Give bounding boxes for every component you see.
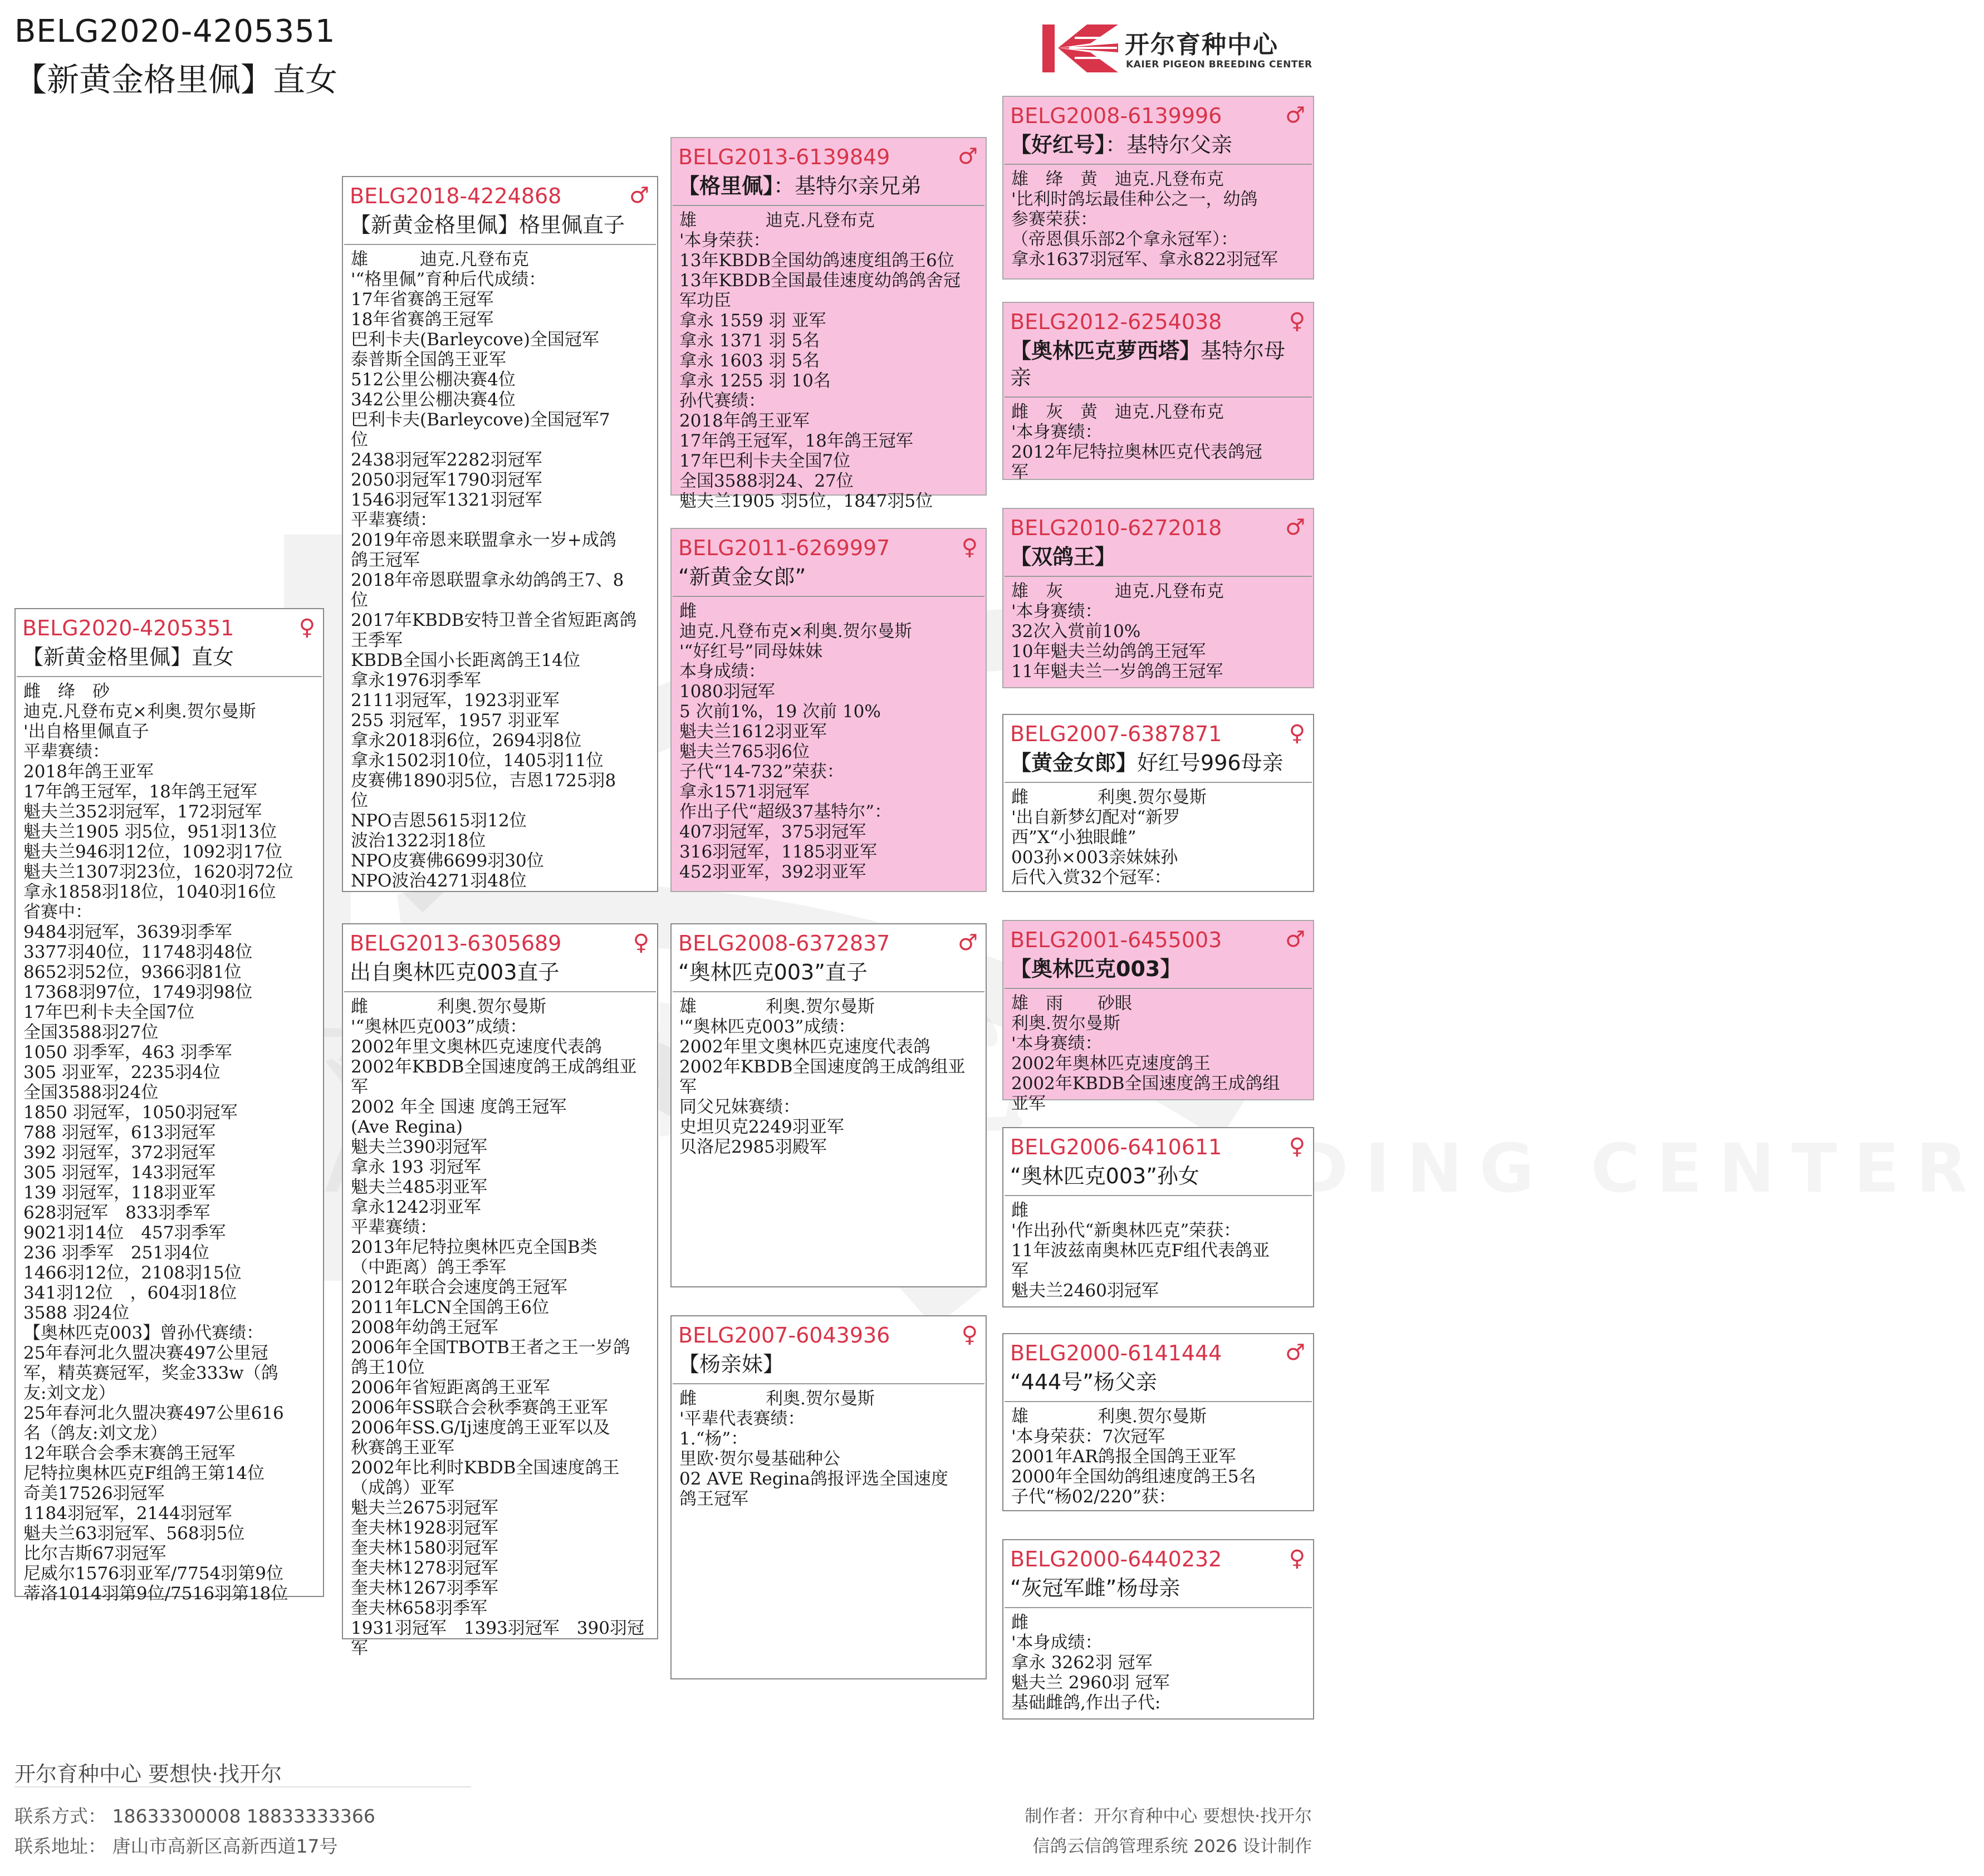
card-divider (673, 1383, 984, 1384)
card-title-highlight: 【黄金女郎】 (1010, 751, 1138, 775)
card-body: 雌 利奥.贺尔曼斯 '“奥林匹克003”成绩： 2002年里文奥林匹克速度代表鸽 2002年KBDB全国速度鸽王成鸽组亚 军 2002 年全 国速 度鸽王冠军 (Ave Regina) 魁夫兰390羽冠军 拿永 193 羽冠军 魁夫兰485羽亚军 拿永1242羽亚军 平辈赛绩： 2013年尼特拉奥林匹克全国B类 （中距离）鸽王季军 2012年联合会速度鸽王冠军 2011年LCN全国鸽王6位 2008年幼鸽王冠军 2006年全国TBOTB王者之王一岁鸽 鸽王10位 2006年省短距离鸽王亚军 2006年SS联合会秋季赛鸽王亚军 2006年SS.G/Ij速度鸽王亚军以及 秋赛鸽王亚军 2002年比利时KBDB全国速度鸽王 （成鸽）亚军 魁夫兰2675羽冠军 奎夫林1928羽冠军 奎夫林1580羽冠军 奎夫林1278羽冠军 奎夫林1267羽季军 奎夫林658羽季军 1931羽冠军 1393羽冠军 390羽冠 军 (351, 997, 644, 1658)
card-title: “新黄金女郎” (678, 565, 806, 589)
card-title: “444号”杨父亲 (1010, 1370, 1157, 1394)
pedigree-card-dss[interactable] (1002, 920, 1314, 1114)
female-symbol-icon: ♀ (633, 930, 649, 956)
card-title: “奥林匹克003”直子 (678, 960, 868, 984)
card-title-rest: ：基特尔亲兄弟 (773, 174, 922, 198)
card-divider (1005, 782, 1312, 783)
card-body: 雌 迪克.凡登布克×利奥.贺尔曼斯 '“好红号”同母妹妹 本身成绩： 1080羽冠军 5 次前1%，19 次前 10% 魁夫兰1612羽亚军 魁夫兰765羽6位 子代“14-732”荣获： 拿永1571羽冠军 作出子代“超级37基特尔”： 407羽冠军，375羽冠军 316羽冠军，1185羽亚军 452羽亚军，392羽亚军 (679, 601, 912, 882)
logo-text-cn: 开尔育种中心 (1125, 31, 1278, 59)
subject-name: 【新黄金格里佩】直女 (14, 61, 338, 99)
card-divider (344, 991, 656, 992)
footer-maker: 制作者：开尔育种中心 要想快·找开尔 (1025, 1806, 1312, 1826)
card-divider (673, 596, 984, 597)
card-body: 雌 '本身成绩： 拿永 3262羽 冠军 魁夫兰 2960羽 冠军 基础雌鸽,作出子代: (1011, 1613, 1170, 1713)
footer-system: 信鸽云信鸽管理系统 2026 设计制作 (1032, 1836, 1312, 1857)
male-symbol-icon: ♂ (1285, 102, 1305, 128)
card-title (1010, 750, 1306, 776)
male-symbol-icon: ♂ (1285, 515, 1305, 540)
pedigree-card-sire-sire[interactable] (670, 137, 987, 511)
pedigree-card-dds[interactable] (1002, 1333, 1314, 1511)
card-divider (1005, 1607, 1312, 1608)
card-title: 【新黄金格里佩】直女 (22, 645, 234, 669)
brand-logo (1041, 21, 1312, 77)
card-title (678, 173, 979, 199)
pedigree-card-sire[interactable] (342, 176, 658, 892)
card-body: 雄 利奥.贺尔曼斯 '本身荣获：7次冠军 2001年AR鸽报全国鸽王亚军 2000年全国幼鸽组速度鸽王5名 子代“杨02/220”获： (1011, 1407, 1256, 1507)
kaier-logo-icon (1041, 21, 1119, 75)
card-title-highlight: 【格里佩】 (678, 174, 774, 198)
female-symbol-icon: ♀ (961, 535, 978, 560)
card-ring-number: BELG2010-6272018 (1010, 516, 1222, 540)
card-ring-number: BELG2007-6043936 (678, 1323, 890, 1348)
pedigree-card-sire-dam[interactable] (670, 528, 987, 892)
card-title-rest: ：基特尔父亲 (1105, 133, 1233, 157)
card-ring-number: BELG2011-6269997 (678, 536, 890, 560)
card-title-highlight: 【奥林匹克003】 (1010, 957, 1182, 981)
card-ring-number: BELG2001-6455003 (1010, 928, 1222, 952)
card-divider (673, 991, 984, 992)
card-ring-number: BELG2013-6305689 (350, 931, 562, 956)
subject-ring-number: BELG2020-4205351 (14, 13, 336, 50)
pedigree-card-sds[interactable] (1002, 508, 1314, 688)
male-symbol-icon: ♂ (958, 930, 978, 956)
card-body: 雄 迪克.凡登布克 '“格里佩”育种后代成绩： 17年省赛鸽王冠军 18年省赛鸽王冠军 巴利卡夫(Barleycove)全国冠军 泰普斯全国鸽王亚军 512公里公棚决赛4位 342公里公棚决赛4位 巴利卡夫(Barleycove)全国冠军7 位 2438羽冠军2282羽冠军 2050羽冠军1790羽冠军 1546羽冠军1321羽冠军 平辈赛绩： 2019年帝恩来联盟拿永一岁+成鸽 鸽王冠军 2018年帝恩联盟拿永幼鸽鸽王7、8 位 2017年KBDB安特卫普全省短距离鸽 王季军 KBDB全国小长距离鸽王14位 拿永1976羽季军 2111羽冠军，1923羽亚军 255 羽冠军，1957 羽亚军 拿永2018羽6位，2694羽8位 拿永1502羽10位，1405羽11位 皮赛佛1890羽5位，吉恩1725羽8 位 NPO吉恩5615羽12位 波治1322羽18位 NPO皮赛佛6699羽30位 NPO波治4271羽48位 (351, 249, 637, 891)
card-body: 雌 灰 黄 迪克.凡登布克 '本身赛绩： 2012年尼特拉奥林匹克代表鸽冠 军 (1011, 402, 1262, 482)
card-ring-number: BELG2020-4205351 (22, 616, 234, 640)
card-title-highlight: 【双鸽王】 (1010, 545, 1116, 569)
card-body: 雄 绛 黄 迪克.凡登布克 '比利时鸽坛最佳种公之一，幼鸽 参赛荣获： （帝恩俱乐部2个拿永冠军）： 拿永1637羽冠军、拿永822羽冠军 (1011, 169, 1278, 270)
pedigree-card-dam-dam[interactable] (670, 1315, 987, 1679)
male-symbol-icon: ♂ (1285, 927, 1305, 952)
male-symbol-icon: ♂ (629, 183, 649, 208)
female-symbol-icon: ♀ (298, 615, 315, 640)
pedigree-card-sdd[interactable] (1002, 714, 1314, 892)
card-divider (17, 676, 322, 677)
card-title (1010, 337, 1306, 391)
card-divider (1005, 1195, 1312, 1196)
card-body: 雄 迪克.凡登布克 '本身荣获： 13年KBDB全国幼鸽速度组鸽王6位 13年KBDB全国最佳速度幼鸽鸽舍冠 军功臣 拿永 1559 羽 亚军 拿永 1371 羽 5名 拿永 1603 羽 5名 拿永 1255 羽 10名 孙代赛绩： 2018年鸽王亚军 17年鸽王冠军，18年鸽王冠军 17年巴利卡夫全国7位 全国3588羽24、27位 魁夫兰1905 羽5位，1847羽5位 (679, 210, 961, 511)
card-ring-number: BELG2008-6139996 (1010, 104, 1222, 128)
female-symbol-icon: ♀ (1289, 1546, 1305, 1571)
card-title (1010, 956, 1306, 982)
card-ring-number: BELG2007-6387871 (1010, 722, 1222, 746)
footer-divider (14, 1786, 471, 1787)
card-divider (344, 244, 656, 245)
pedigree-card-sss[interactable] (1002, 96, 1314, 280)
pedigree-card-dam[interactable] (342, 923, 658, 1658)
pedigree-card-dsd[interactable] (1002, 1127, 1314, 1307)
card-title: 【新黄金格里佩】格里佩直子 (350, 213, 625, 237)
card-title-highlight: 【好红号】 (1010, 133, 1106, 157)
card-ring-number: BELG2008-6372837 (678, 931, 890, 956)
card-ring-number: BELG2000-6440232 (1010, 1547, 1222, 1571)
card-ring-number: BELG2012-6254038 (1010, 310, 1222, 334)
card-title: “奥林匹克003”孙女 (1010, 1164, 1199, 1188)
female-symbol-icon: ♀ (1289, 721, 1305, 746)
card-title (1010, 131, 1306, 158)
card-body: 雌 利奥.贺尔曼斯 '平辈代表赛绩： 1.“杨”： 里欧·贺尔曼基础种公 02 AVE Regina鸽报评选全国速度 鸽王冠军 (679, 1389, 948, 1509)
card-title: “灰冠军雌”杨母亲 (1010, 1576, 1180, 1600)
pedigree-card-subject[interactable] (14, 608, 324, 1604)
card-body: 雄 利奥.贺尔曼斯 '“奥林匹克003”成绩： 2002年里文奥林匹克速度代表鸽 2002年KBDB全国速度鸽王成鸽组亚 军 同父兄妹赛绩： 史坦贝克2249羽亚军 贝洛尼2985羽殿军 (679, 997, 966, 1157)
card-title (1010, 543, 1306, 570)
card-divider (673, 205, 984, 206)
logo-text-en: KAIER PIGEON BREEDING CENTER (1126, 59, 1312, 70)
footer-address: 联系地址： 唐山市高新区高新西道17号 (14, 1835, 338, 1857)
male-symbol-icon: ♂ (1285, 1340, 1305, 1365)
card-divider (1005, 988, 1312, 989)
card-title-highlight: 【奥林匹克萝西塔】 (1010, 339, 1201, 363)
card-title-rest: 基特尔母亲 (1010, 339, 1286, 390)
female-symbol-icon: ♀ (961, 1322, 978, 1348)
card-divider (1005, 1401, 1312, 1402)
card-ring-number: BELG2013-6139849 (678, 145, 890, 169)
card-ring-number: BELG2000-6141444 (1010, 1341, 1222, 1365)
card-divider (1005, 576, 1312, 577)
card-title-rest: 好红号996母亲 (1137, 751, 1284, 775)
footer-brand-slogan: 开尔育种中心 要想快·找开尔 (14, 1762, 282, 1786)
card-body: 雌 '作出孙代“新奥林匹克”荣获： 11年波兹南奥林匹克F组代表鸽亚 军 魁夫兰2460羽冠军 (1011, 1201, 1270, 1301)
pedigree-card-ddd[interactable] (1002, 1539, 1314, 1720)
footer-phone[interactable]: 联系方式： 18633300008 18833333366 (14, 1805, 375, 1827)
card-ring-number: BELG2006-6410611 (1010, 1135, 1222, 1159)
pedigree-card-ssd[interactable] (1002, 302, 1314, 480)
card-divider (1005, 164, 1312, 165)
card-divider (1005, 396, 1312, 398)
card-body: 雌 利奥.贺尔曼斯 '出自新梦幻配对“新罗 西”X“小独眼雌” 003孙×003亲妹妹孙 后代入赏32个冠军： (1011, 787, 1207, 888)
card-body: 雌 绛 砂 迪克.凡登布克×利奥.贺尔曼斯 '出自格里佩直子 平辈赛绩： 2018年鸽王亚军 17年鸽王冠军，18年鸽王冠军 魁夫兰352羽冠军，172羽冠军 魁夫兰1905 羽5位，951羽13位 魁夫兰946羽12位，1092羽17位 魁夫兰1307羽23位，1620羽72位 拿永1858羽18位，1040羽16位 省赛中： 9484羽冠军，3639羽季军 3377羽40位，11748羽48位 8652羽52位，9366羽81位 17368羽97位，1749羽98位 17年巴利卡夫全国7位 全国3588羽27位 1050 羽季军，463 羽季军 305 羽亚军，2235羽4位 全国3588羽24位 1850 羽冠军，1050羽冠军 788 羽冠军，613羽冠军 392 羽冠军，372羽冠军 305 羽冠军，143羽冠军 139 羽冠军，118羽亚军 628羽冠军 833羽季军 9021羽14位 457羽季军 236 羽季军 251羽4位 1466羽12位，2108羽15位 341羽12位 ，604羽18位 3588 羽24位 【奥林匹克003】曾孙代赛绩： 25年春河北久盟决赛497公里冠 军，精英赛冠军，奖金333w（鸽 友:刘文龙） 25年春河北久盟决赛497公里616 名（鸽友:刘文龙） 12年联合会季末赛鸽王冠军 尼特拉奥林匹克F组鸽王第14位 奇美17526羽冠军 1184羽冠军，2144羽冠军 魁夫兰63羽冠军、568羽5位 比尔吉斯67羽冠军 尼威尔1576羽亚军/7754羽第9位 蒂洛1014羽第9位/7516羽第18位 (23, 682, 293, 1604)
pedigree-card-dam-sire[interactable] (670, 923, 987, 1287)
card-title: 【杨亲妹】 (678, 1352, 785, 1377)
male-symbol-icon: ♂ (958, 144, 978, 169)
card-title: 出自奥林匹克003直子 (350, 960, 560, 984)
card-body: 雄 雨 砂眼 利奥.贺尔曼斯 '本身赛绩： 2002年奥林匹克速度鸽王 2002年KBDB全国速度鸽王成鸽组 亚军 (1011, 993, 1280, 1114)
card-body: 雄 灰 迪克.凡登布克 '本身赛绩： 32次入赏前10% 10年魁夫兰幼鸽鸽王冠军 11年魁夫兰一岁鸽鸽王冠军 (1011, 581, 1224, 682)
card-ring-number: BELG2018-4224868 (350, 184, 562, 208)
female-symbol-icon: ♀ (1289, 308, 1305, 334)
female-symbol-icon: ♀ (1289, 1134, 1305, 1159)
